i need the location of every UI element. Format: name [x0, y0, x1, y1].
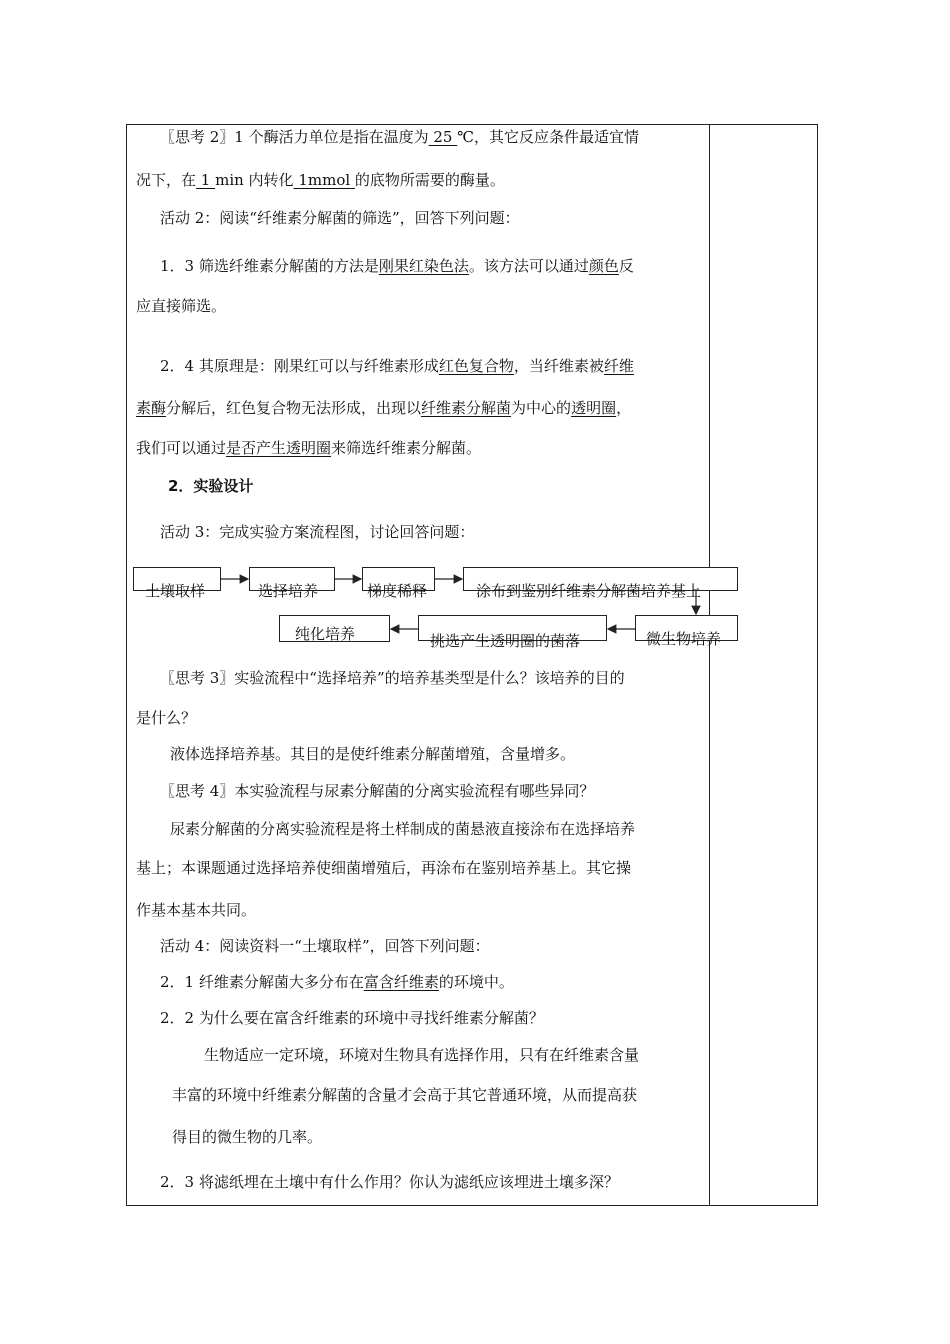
section-heading: 2．实验设计	[168, 477, 254, 495]
think4-question: 〖思考 4〗本实验流程与尿素分解菌的分离实验流程有哪些异同？	[160, 782, 595, 800]
think2-text: 况下，在	[136, 171, 197, 189]
flow-label-selective-culture: 选择培养	[258, 582, 319, 600]
activity2-text: 来筛选纤维素分解菌。	[331, 439, 482, 457]
activity2-answer: 纤维	[603, 357, 634, 375]
activity2-answer: 红色复合物	[438, 357, 514, 375]
activity2-answer: 素酶	[136, 399, 167, 417]
activity2-text: 反	[618, 257, 634, 275]
activity4-title: 活动 4：阅读资料一“土壤取样”，回答下列问题：	[160, 937, 490, 955]
activity4-text: 2．1 纤维素分解菌大多分布在	[160, 973, 364, 991]
think2-blank-amount: 1mmol	[293, 171, 355, 189]
activity2-text: ，	[616, 399, 632, 417]
think2-text: 的底物所需要的酶量。	[354, 171, 505, 189]
flow-label-spread-plate: 涂布到鉴别纤维素分解菌培养基上	[476, 582, 702, 600]
activity2-q1-line2: 应直接筛选。	[136, 297, 227, 315]
activity4-a2-line3: 得目的微生物的几率。	[172, 1128, 323, 1146]
activity4-answer: 富含纤维素	[363, 973, 439, 991]
activity2-answer: 是否产生透明圈	[226, 439, 332, 457]
think3-question-line2: 是什么？	[136, 709, 197, 727]
activity2-answer: 刚果红染色法	[378, 257, 469, 275]
flow-label-pick-colonies: 挑选产生透明圈的菌落	[430, 632, 581, 650]
activity2-text: 为中心的	[511, 399, 572, 417]
activity4-q2: 2．2 为什么要在富含纤维素的环境中寻找纤维素分解菌？	[160, 1009, 544, 1027]
think4-answer-line1: 尿素分解菌的分离实验流程是将土样制成的菌悬液直接涂布在选择培养	[170, 820, 636, 838]
flow-label-purification: 纯化培养	[295, 625, 356, 643]
activity2-answer: 纤维素分解菌	[421, 399, 512, 417]
activity4-a2-line1: 生物适应一定环境，环境对生物具有选择作用，只有在纤维素含量	[204, 1046, 640, 1064]
activity2-text: 。该方法可以通过	[468, 257, 589, 275]
flow-label-gradient-dilution: 梯度稀释	[367, 582, 428, 600]
think2-text: ℃，其它反应条件最适宜情	[457, 128, 640, 146]
activity4-a2-line2: 丰富的环境中纤维素分解菌的含量才会高于其它普通环境，从而提高获	[172, 1086, 638, 1104]
activity2-text: 分解后，红色复合物无法形成，出现以	[166, 399, 422, 417]
think3-answer: 液体选择培养基。其目的是使纤维素分解菌增殖，含量增多。	[170, 745, 576, 763]
think2-text: min 内转化	[215, 171, 294, 189]
activity2-text: 我们可以通过	[136, 439, 227, 457]
activity4-q1	[160, 972, 514, 992]
think2-blank-time: 1	[196, 171, 216, 189]
activity2-text: ，当纤维素被	[513, 357, 604, 375]
flow-label-microbe-culture: 微生物培养	[646, 630, 722, 648]
think3-question-line1: 〖思考 3〗实验流程中“选择培养”的培养基类型是什么？该培养的目的	[160, 669, 625, 687]
flow-label-soil-sampling: 土壤取样	[145, 582, 206, 600]
activity4-text: 的环境中。	[438, 973, 514, 991]
think2-text: 〖思考 2〗1 个酶活力单位是指在温度为	[160, 128, 429, 146]
think2-blank-temperature: 25	[428, 128, 458, 146]
activity2-text: 2．4 其原理是：刚果红可以与纤维素形成	[160, 357, 439, 375]
activity2-answer: 透明圈	[571, 399, 617, 417]
think4-answer-line2: 基上；本课题通过选择培养使细菌增殖后，再涂布在鉴别培养基上。其它操	[136, 859, 632, 877]
activity4-q3: 2．3 将滤纸埋在土壤中有什么作用？你认为滤纸应该埋进土壤多深？	[160, 1173, 619, 1191]
activity2-answer: 颜色	[588, 257, 619, 275]
activity2-text: 1．3 筛选纤维素分解菌的方法是	[160, 257, 379, 275]
think4-answer-line3: 作基本基本共同。	[136, 901, 257, 919]
activity2-title: 活动 2：阅读“纤维素分解菌的筛选”，回答下列问题：	[160, 209, 520, 227]
activity3-title: 活动 3：完成实验方案流程图，讨论回答问题：	[160, 523, 475, 541]
